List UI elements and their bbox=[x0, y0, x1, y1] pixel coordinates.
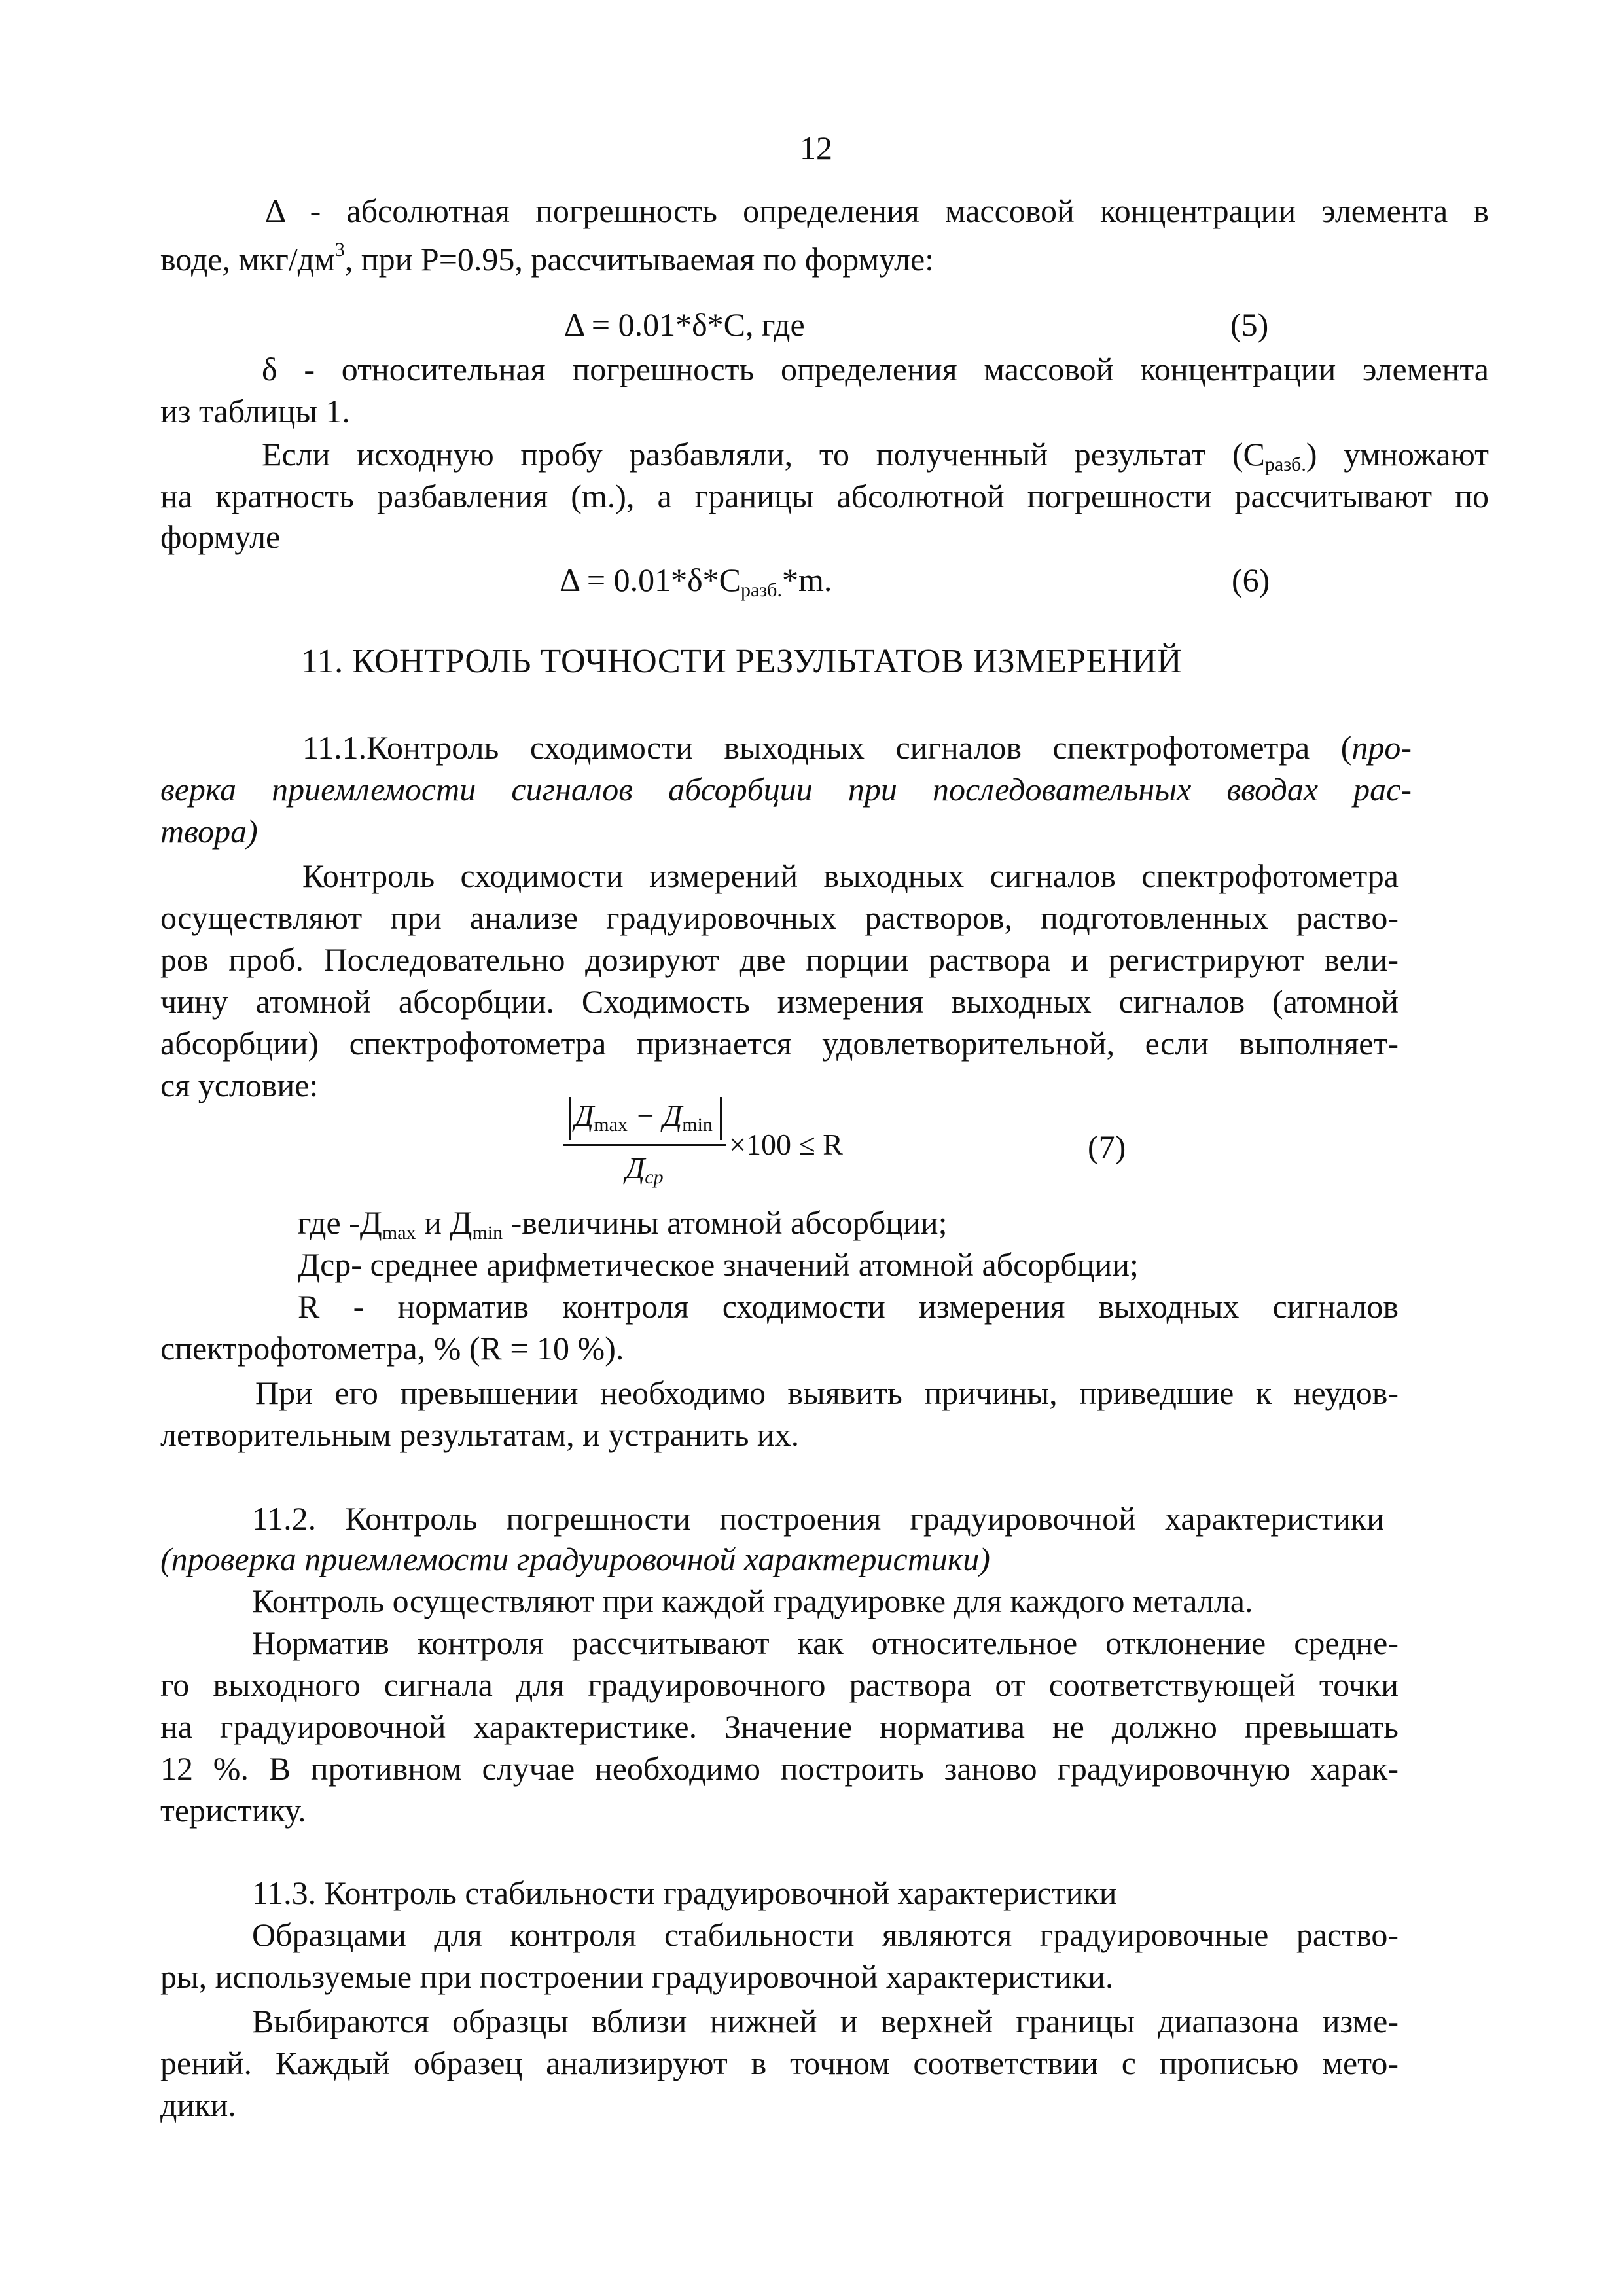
text-line: ров проб. Последовательно дозируют две порции раствора и регистрируют вели- bbox=[160, 941, 1399, 978]
equation-6: $\Delta = 0.01*\delta*C_{разб.}*m$. bbox=[560, 562, 832, 601]
text-line: теристику. bbox=[160, 1792, 306, 1829]
text-line: Если исходную пробу разбавляли, то полученный результат $(С_{разб.})$ умножают bbox=[262, 436, 1489, 475]
text-line: Выбираются образцы вблизи нижней и верхней границы диапазона изме- bbox=[252, 2003, 1399, 2039]
text-line: формуле bbox=[160, 518, 281, 555]
text-line: на кратность разбавления (m.), а границы абсолютной погрешности рассчитывают по bbox=[160, 478, 1489, 514]
section-heading: 11.3. Контроль стабильности градуировочной характеристики bbox=[252, 1874, 1117, 1911]
text-line: Контроль сходимости измерений выходных сигналов спектрофотометра bbox=[302, 857, 1399, 894]
abs-bar-right bbox=[720, 1097, 722, 1140]
text-line: абсорбции) спектрофотометра признается удовлетворительной, если выполняет- bbox=[160, 1025, 1399, 1062]
text-line: Образцами для контроля стабильности являются градуировочные раство- bbox=[252, 1916, 1399, 1953]
equation-5: Δ = 0.01*δ*C, где bbox=[564, 306, 805, 343]
text-line: 12 %. В противном случае необходимо построить заново градуировочную харак- bbox=[160, 1750, 1399, 1787]
section-heading: 11. КОНТРОЛЬ ТОЧНОСТИ РЕЗУЛЬТАТОВ ИЗМЕРЕНИЙ bbox=[301, 643, 1183, 680]
text-line: 11.1.Контроль сходимости выходных сигналов спектрофотометра (про- bbox=[302, 729, 1412, 766]
text-line: δ - относительная погрешность определения массовой концентрации элемента bbox=[262, 351, 1489, 387]
equation-number: (6) bbox=[1232, 562, 1270, 598]
text-line: ся условие: bbox=[160, 1067, 319, 1103]
text-line: где $-Д_{max}$ и $Д_{min}$ -величины атомной абсорбции; bbox=[298, 1204, 948, 1244]
text-line: спектрофотометра, % (R = 10 %). bbox=[160, 1330, 624, 1367]
equation-rest: ×100 ≤ R bbox=[729, 1128, 843, 1161]
text-line: (проверка приемлемости градуировочной характеристики) bbox=[160, 1541, 990, 1577]
text-line: Δ - абсолютная погрешность определения массовой концентрации элемента в bbox=[265, 192, 1489, 229]
text-line: ры, используемые при построении градуировочной характеристики. bbox=[160, 1958, 1114, 1995]
text-line: летворительным результатам, и устранить их. bbox=[160, 1416, 800, 1453]
text-line: Норматив контроля рассчитывают как относительное отклонение средне- bbox=[252, 1624, 1399, 1661]
text-line: При его превышении необходимо выявить причины, приведшие к неудов- bbox=[255, 1374, 1399, 1411]
abs-bar-left bbox=[569, 1097, 571, 1140]
text-line: го выходного сигнала для градуировочного раствора от соответствующей точки bbox=[160, 1666, 1399, 1703]
text-line: дики. bbox=[160, 2087, 236, 2123]
fraction-bar bbox=[563, 1144, 726, 1146]
text-line: твора) bbox=[160, 813, 258, 850]
equation-number: (7) bbox=[1088, 1128, 1126, 1165]
page-number: 12 bbox=[800, 130, 832, 166]
text-line: R - норматив контроля сходимости измерения выходных сигналов bbox=[298, 1288, 1399, 1325]
text-line: воде, мкг/$дм^3$, при Р=0.95, рассчитываемая по формуле: bbox=[160, 239, 935, 278]
text-line: Дср- среднее арифметическое значений атомной абсорбции; bbox=[298, 1246, 1139, 1283]
equation-7 bbox=[563, 1094, 955, 1199]
equation-number: (5) bbox=[1230, 306, 1269, 343]
fraction-denominator: $Д_{ср}$ bbox=[626, 1151, 664, 1188]
text-line: верка приемлемости сигналов абсорбции при последовательных вводах рас- bbox=[160, 771, 1412, 808]
text-line: на градуировочной характеристике. Значение норматива не должно превышать bbox=[160, 1708, 1399, 1745]
text-line: осуществляют при анализе градуировочных растворов, подготовленных раство- bbox=[160, 899, 1399, 936]
fraction-numerator: $Д_{max} - Д_{min}$ bbox=[575, 1099, 713, 1136]
text-line: рений. Каждый образец анализируют в точном соответствии с прописью мето- bbox=[160, 2045, 1399, 2081]
text-line: чину атомной абсорбции. Сходимость измерения выходных сигналов (атомной bbox=[160, 983, 1399, 1020]
section-heading: 11.2. Контроль погрешности построения градуировочной характеристики bbox=[252, 1500, 1384, 1537]
text-line: Контроль осуществляют при каждой градуировке для каждого металла. bbox=[252, 1583, 1253, 1619]
text-line: из таблицы 1. bbox=[160, 393, 350, 429]
